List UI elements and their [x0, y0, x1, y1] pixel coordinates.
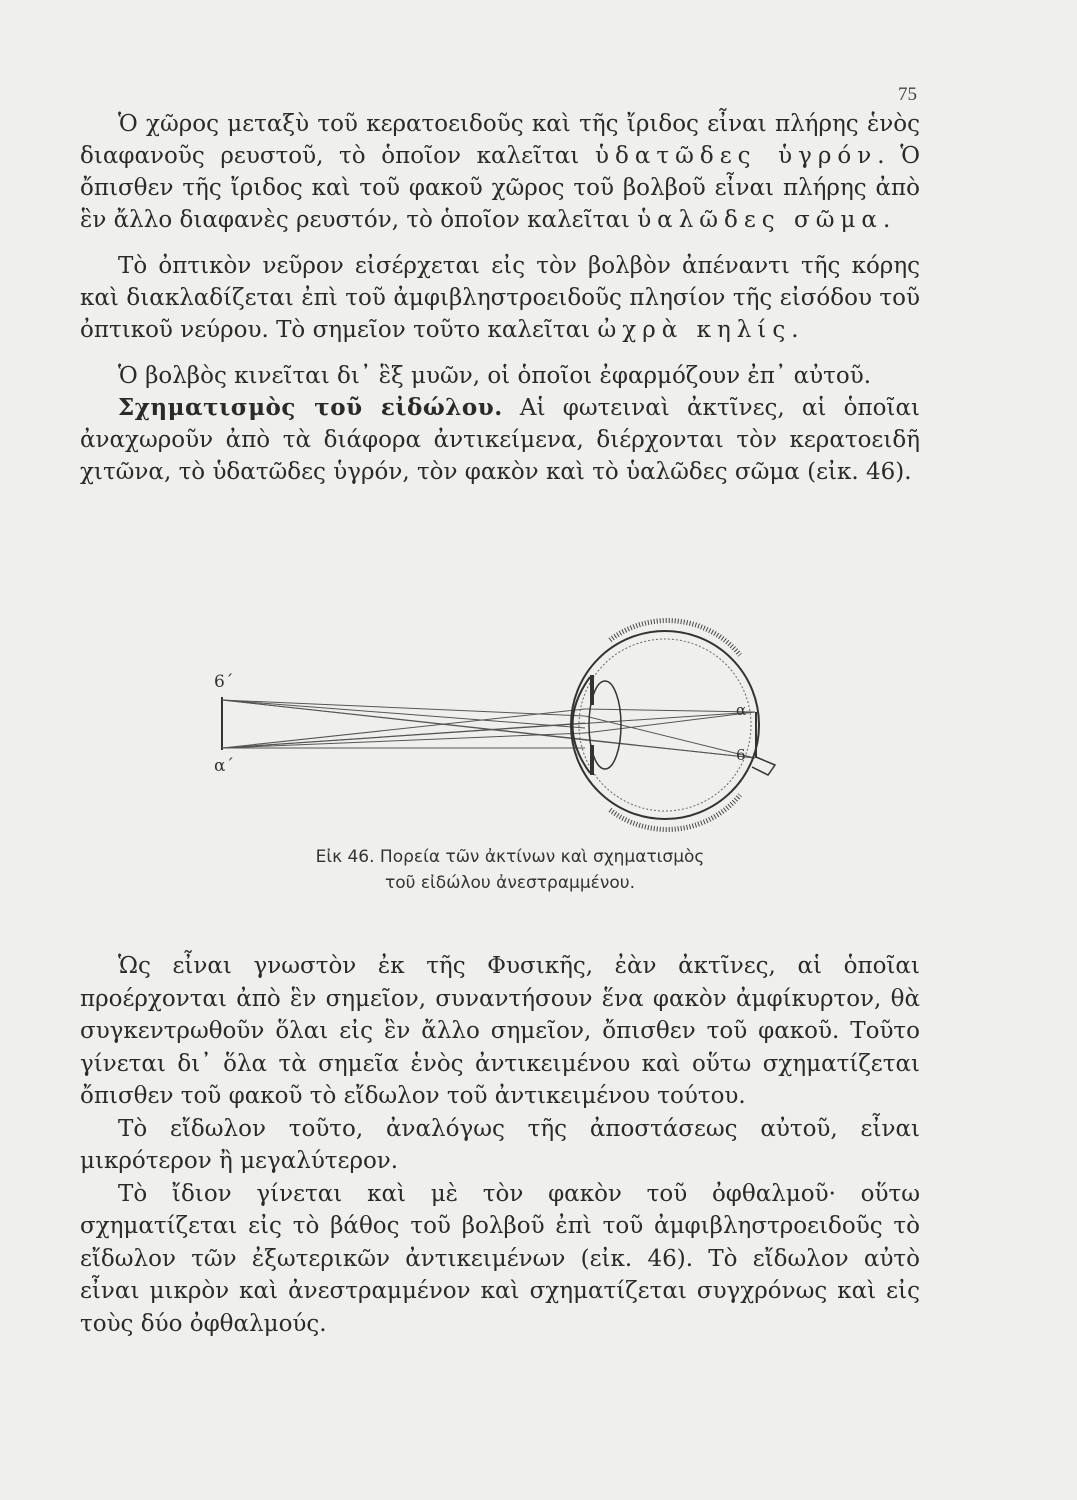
bottom-text-section — [80, 950, 920, 1340]
figure-caption — [250, 844, 770, 896]
paragraph-eye-muscles: Ὁ βολβὸς κινεῖται δι᾿ ἓξ μυῶν, οἱ ὁποῖοι ἐφαρμόζουν ἐπ᾿ αὐτοῦ. — [118, 363, 872, 389]
top-text-section — [80, 108, 920, 488]
text-run: . — [882, 207, 891, 233]
eye-ray-diagram — [200, 615, 780, 835]
label-object-top: 6΄ — [214, 672, 234, 692]
paragraph-eye-lens: Τὸ ἴδιον γίνεται καὶ μὲ τὸν φακὸν τοῦ ὀφθαλμοῦ· οὕτω σχηματίζεται εἰς τὸ βάθος τοῦ βολβοῦ ἐπὶ τοῦ ἀμφιβληστροειδοῦς τὸ εἴδωλον τῶν ἐξωτερικῶν ἀντικειμένων (εἰκ. 46). Τὸ εἴδωλον αὐτὸ εἶναι μικρὸν καὶ ἀνεστραμμένον καὶ σχηματίζεται συγχρόνως καὶ εἰς τοὺς δύο ὀφθαλμούς. — [80, 1180, 920, 1337]
label-object-bottom: α΄ — [214, 756, 234, 776]
ray — [222, 709, 585, 748]
text-run: . — [791, 317, 799, 343]
text-run: Αἱ φωτειναὶ ἀκτῖνες, αἱ ὁποῖαι ἀναχωροῦν ἀπὸ τὰ διάφορα ἀντικείμενα, διέρχονται τὸν κερατοειδῆ χιτῶνα, τὸ ὑδατῶδες ὑγρόν, τὸν φακὸν καὶ τὸ ὑαλῶδες σῶμα (εἰκ. 46). — [80, 395, 920, 485]
light-rays — [222, 700, 755, 758]
label-image-bottom: 6 — [736, 746, 746, 764]
eyeball — [571, 631, 759, 819]
paragraph-aqueous-vitreous — [80, 108, 920, 236]
cornea — [573, 677, 591, 773]
eyeball-inner-wall — [579, 639, 751, 811]
page-number: 75 — [898, 84, 917, 105]
paragraph-convex-lens: Ὡς εἶναι γνωστὸν ἐκ τῆς Φυσικῆς, ἐὰν ἀκτῖνες, αἱ ὁποῖαι προέρχονται ἀπὸ ἓν σημεῖον, συναντήσουν ἕνα φακὸν ἀμφίκυρτον, θὰ συγκεντρωθοῦν ὅλαι εἰς ἓν ἄλλο σημεῖον, ὄπισθεν τοῦ φακοῦ. Τοῦτο γίνεται δι᾿ ὅλα τὰ σημεῖα ἑνὸς ἀντικειμένου καὶ οὕτω σχηματίζεται ὄπισθεν τοῦ φακοῦ τὸ εἴδωλον τοῦ ἀντικειμένου τούτου. — [80, 953, 920, 1109]
text-run: Ὁ χῶρος μεταξὺ τοῦ κερατοειδοῦς καὶ τῆς ἴριδος εἶναι πλήρης ἑνὸς διαφανοῦς ρευστοῦ, τὸ ὁποῖον καλεῖται — [80, 111, 920, 169]
term-vitreous-body: ὑαλῶδες σῶμα — [637, 207, 883, 233]
section-heading: Σχηματισμὸς τοῦ εἰδώλου. — [118, 394, 503, 421]
text-run: . Ὁ ὄπισθεν τῆς ἴριδος καὶ τοῦ φακοῦ χῶρος τοῦ βολβοῦ εἶναι πλήρης ἀπὸ ἓν ἄλλο διαφανὲς ρευστόν, τὸ ὁποῖον καλεῖται — [80, 143, 921, 233]
caption-line: Εἰκ 46. Πορεία τῶν ἀκτίνων καὶ σχηματισμὸς — [315, 847, 705, 867]
ray — [585, 740, 755, 758]
term-aqueous-humour: ὑδατῶδες ὑγρόν — [595, 143, 878, 169]
lens — [589, 681, 621, 769]
text-run: Τὸ ὀπτικὸν νεῦρον εἰσέρχεται εἰς τὸν βολβὸν ἀπέναντι τῆς κόρης καὶ διακλαδίζεται ἐπὶ τοῦ ἀμφιβληστροειδοῦς πλησίον τῆς εἰσόδου τοῦ ὀπτικοῦ νεύρου. Τὸ σημεῖον τοῦτο καλεῖται — [80, 253, 920, 343]
caption-line: τοῦ εἰδώλου ἀνεστραμμένου. — [384, 873, 635, 893]
paragraph-optic-nerve — [80, 250, 920, 346]
paragraph-image-formation — [80, 392, 920, 488]
label-image-top: α — [736, 701, 747, 719]
term-macula: ὠχρὰ κηλίς — [597, 317, 792, 343]
ray — [585, 709, 755, 712]
paragraph-image-size: Τὸ εἴδωλον τοῦτο, ἀναλόγως τῆς ἀποστάσεως αὐτοῦ, εἶναι μικρότερον ἢ μεγαλύτερον. — [80, 1115, 920, 1174]
optic-nerve — [752, 757, 775, 775]
